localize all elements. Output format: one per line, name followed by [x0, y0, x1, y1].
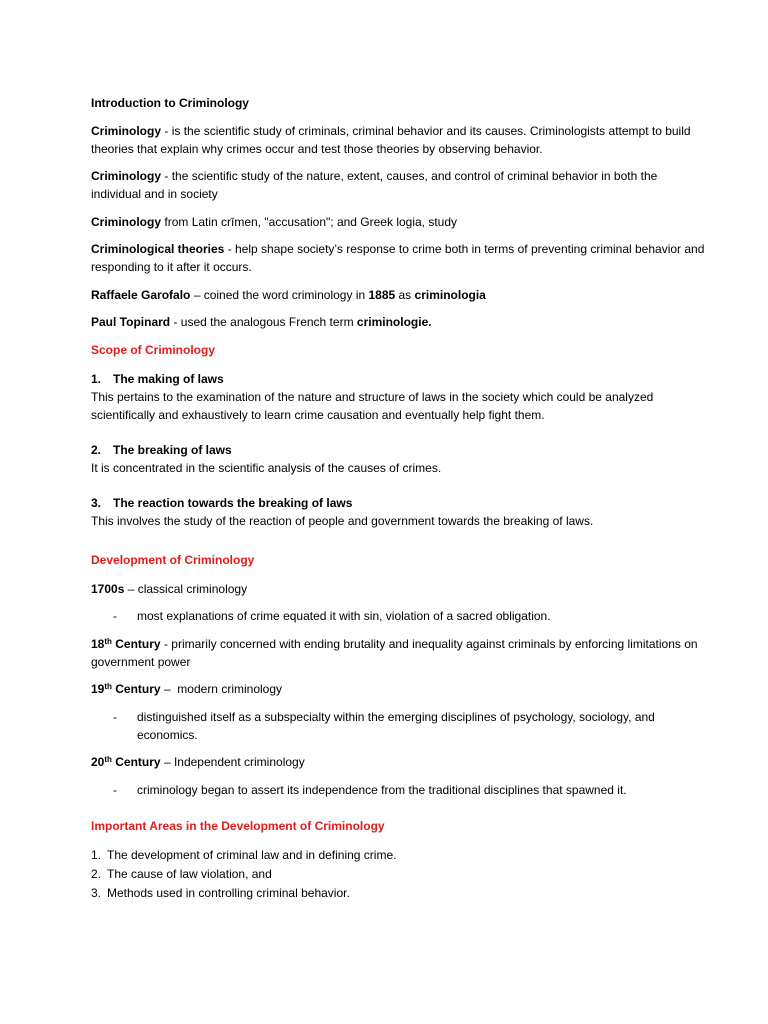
definition-2: Criminology - the scientific study of the nature, extent, causes, and control of criminal behavior in both the individual and in society [91, 169, 658, 201]
document-title: Introduction to Criminology [91, 96, 249, 110]
garofalo-line: Raffaele Garofalo – coined the word criminology in 1885 as criminologia [91, 287, 486, 302]
list-item: 3. Methods used in controlling criminal behavior. [91, 885, 350, 900]
scope-heading: Scope of Criminology [91, 342, 216, 357]
period-18th: 18th Century - primarily concerned with ending brutality and inequality against criminals by enforcing limitations on government power [91, 636, 698, 669]
development-heading: Development of Criminology [91, 552, 255, 567]
topinard-line: Paul Topinard - used the analogous French term criminologie. [91, 315, 432, 329]
period-20th: 20th Century – Independent criminology [91, 755, 305, 769]
scope-item-3: 3. The reaction towards the breaking of laws This involves the study of the reaction of people and government towards the breaking of laws. [91, 495, 594, 528]
period-1700s-bullet: - most explanations of crime equated it with sin, violation of a sacred obligation. [113, 609, 551, 623]
definition-4: Criminological theories - help shape society’s response to crime both in terms of preventing criminal behavior and responding to it after it occurs. [91, 242, 705, 274]
areas-heading: Important Areas in the Development of Criminology [91, 818, 385, 833]
definition-3: Criminology from Latin crīmen, "accusation"; and Greek logia, study [91, 214, 458, 229]
list-item: 1. The development of criminal law and in defining crime. [91, 847, 397, 862]
scope-item-2: 2. The breaking of laws It is concentrated in the scientific analysis of the causes of crimes. [91, 442, 442, 475]
period-1700s: 1700s – classical criminology [91, 581, 248, 596]
period-19th: 19th Century – modern criminology [91, 682, 283, 696]
period-20th-bullet: - criminology began to assert its independence from the traditional disciplines that spawned it. [113, 782, 627, 797]
period-19th-bullet: - distinguished itself as a subspecialty within the emerging disciplines of psychology, sociology, and economics. [113, 709, 655, 742]
areas-list [91, 846, 708, 902]
definition-1: Criminology - is the scientific study of criminals, criminal behavior and its causes. Criminologists attempt to build theories that explain why crimes occur and test those theories by observing behavior. [91, 123, 691, 156]
scope-item-1: 1. The making of laws This pertains to the examination of the nature and structure of laws in the society which could be analyzed scientifically and exhaustively to learn crime causation and eventually help fight them. [91, 371, 654, 422]
list-item: 2. The cause of law violation, and [91, 866, 272, 881]
